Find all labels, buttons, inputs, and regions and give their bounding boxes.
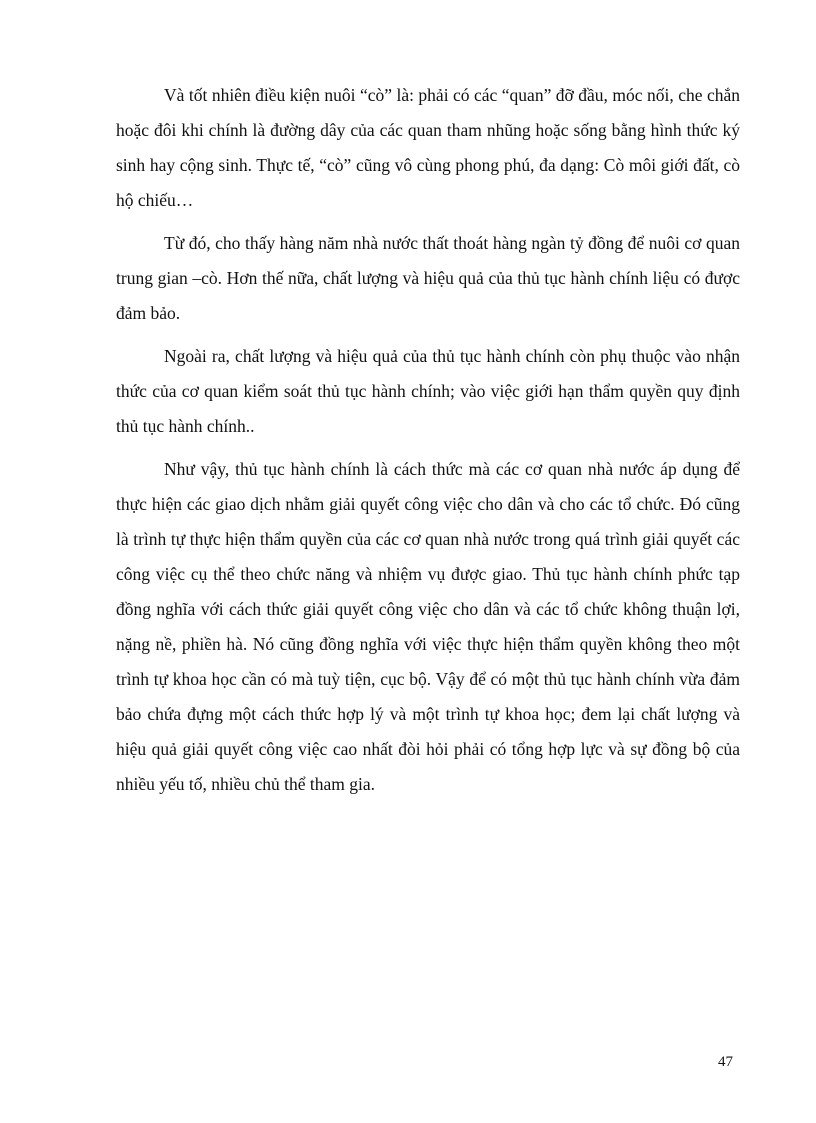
page-number: 47	[718, 1054, 733, 1070]
paragraph-2: Từ đó, cho thấy hàng năm nhà nước thất thoát hàng ngàn tỷ đồng để nuôi cơ quan trung gian –cò. Hơn thế nữa, chất lượng và hiệu quả của thủ tục hành chính liệu có được đảm bảo.	[116, 233, 740, 323]
paragraph-3: Ngoài ra, chất lượng và hiệu quả của thủ tục hành chính còn phụ thuộc vào nhận thức của cơ quan kiểm soát thủ tục hành chính; vào việc giới hạn thẩm quyền quy định thủ tục hành chính..	[116, 346, 740, 436]
paragraph-1: Và tốt nhiên điều kiện nuôi “cò” là: phải có các “quan” đỡ đầu, móc nối, che chắn hoặc đôi khi chính là đường dây của các quan tham nhũng hoặc sống bằng hình thức ký sinh hay cộng sinh. Thực tế, “cò” cũng vô cùng phong phú, đa dạng: Cò môi giới đất, cò hộ chiếu…	[116, 85, 740, 210]
document-body	[116, 78, 740, 810]
paragraph-4: Như vậy, thủ tục hành chính là cách thức mà các cơ quan nhà nước áp dụng để thực hiện các giao dịch nhằm giải quyết công việc cho dân và cho các tổ chức. Đó cũng là trình tự thực hiện thẩm quyền của các cơ quan nhà nước trong quá trình giải quyết các công việc cụ thể theo chức năng và nhiệm vụ được giao. Thủ tục hành chính phức tạp đồng nghĩa với cách thức giải quyết công việc cho dân và các tổ chức không thuận lợi, nặng nề, phiền hà. Nó cũng đồng nghĩa với việc thực hiện thẩm quyền không theo một trình tự khoa học cần có mà tuỳ tiện, cục bộ. Vậy để có một thủ tục hành chính vừa đảm bảo chứa đựng một cách thức hợp lý và một trình tự khoa học; đem lại chất lượng và hiệu quả giải quyết công việc cao nhất đòi hỏi phải có tổng hợp lực và sự đồng bộ của nhiều yếu tố, nhiều chủ thể tham gia.	[116, 459, 740, 794]
